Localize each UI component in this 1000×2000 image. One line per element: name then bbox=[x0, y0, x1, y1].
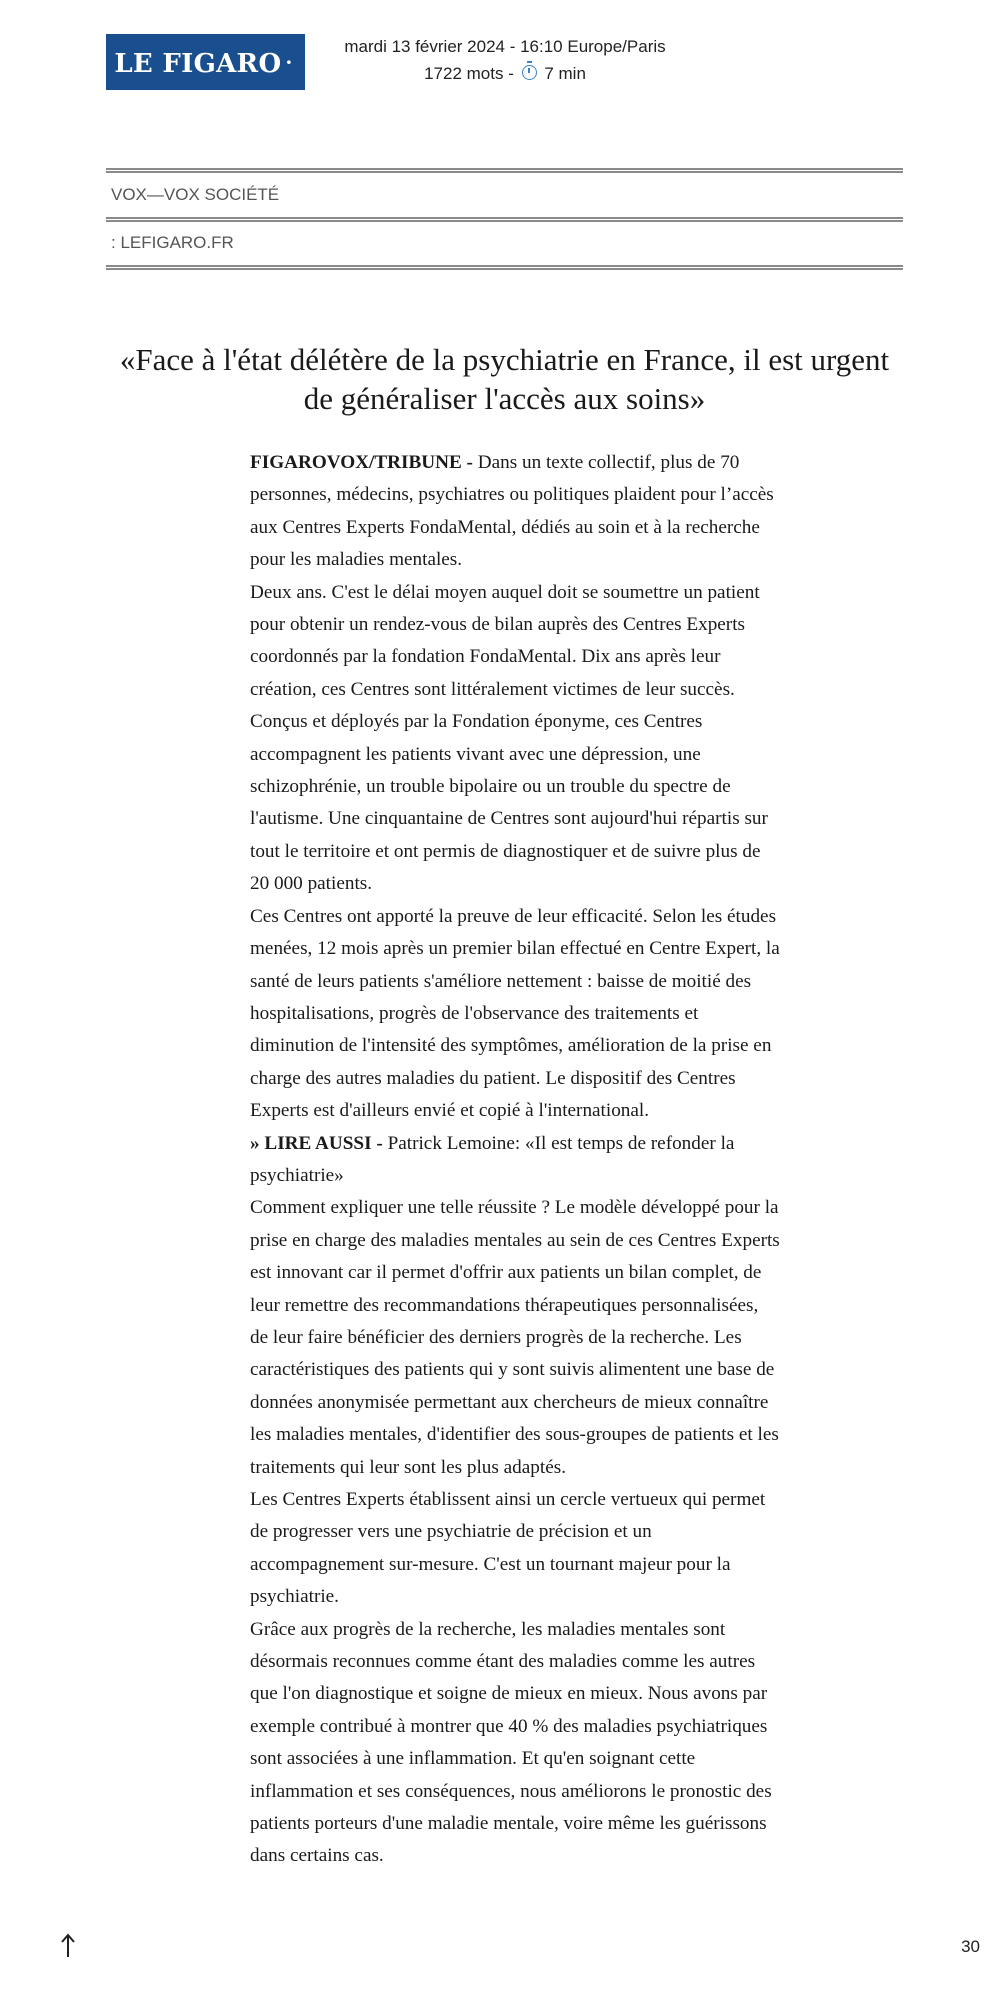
article-paragraph-3: Comment expliquer une telle réussite ? Le modèle développé pour la prise en charge des maladies mentales au sein de ces Centres Experts est innovant car il permet d'offrir aux patients un bilan complet, de leur remettre des recommandations thérapeutiques personnalisées, de leur faire bénéficier des derniers progrès de la recherche. Les caractéristiques des patients qui y sont suivis alimentent une base de données anonymisée permettant aux chercheurs de mieux connaître les maladies mentales, d'identifier des sous-groupes de patients et les traitements qui leur sont les plus adaptés. bbox=[250, 1197, 780, 1478]
article-body bbox=[250, 447, 780, 1873]
lead-text: Dans un texte collectif, plus de 70 personnes, médecins, psychiatres ou politiques plaident pour l’accès aux Centres Experts FondaMental, dédiés au soin et à la recherche pour les maladies mentales. bbox=[250, 452, 774, 571]
rubrique-label: VOX—VOX SOCIÉTÉ bbox=[111, 185, 280, 204]
article-paragraph-4: Les Centres Experts établissent ainsi un cercle vertueux qui permet de progresser vers une psychiatrie de précision et un accompagnement sur-mesure. C'est un tournant majeur pour la psychiatrie. bbox=[250, 1489, 766, 1608]
logo-suffix: fr bbox=[195, 106, 216, 134]
divider-top bbox=[106, 168, 903, 173]
read-also-label: » LIRE AUSSI - bbox=[250, 1132, 383, 1154]
article-headline: «Face à l'état délétère de la psychiatrie en France, il est urgent de généraliser l'accès aux soins» bbox=[119, 342, 890, 416]
read-also-text: Patrick Lemoine: «Il est temps de refonder la psychiatrie» bbox=[250, 1132, 735, 1186]
clock-icon bbox=[522, 65, 537, 80]
divider-bottom bbox=[106, 265, 903, 270]
logo-dot: · bbox=[285, 50, 293, 74]
article-lead bbox=[250, 447, 780, 577]
reading-info bbox=[320, 60, 690, 87]
article-paragraph-1: Deux ans. C'est le délai moyen auquel doit se soumettre un patient pour obtenir un rendez-vous de bilan auprès des Centres Experts coordonnés par la fondation FondaMental. Dix ans après leur création, ces Centres sont littéralement victimes de leur succès. Conçus et déployés par la Fondation éponyme, ces Centres accompagnent les patients vivant avec une dépression, une schizophrénie, un trouble bipolaire ou un trouble du spectre de l'autisme. Une cinquantaine de Centres sont aujourd'hui répartis sur tout le territoire et ont permis de diagnostiquer et de suivre plus de 20 000 patients. bbox=[250, 581, 768, 895]
read-time: 7 min bbox=[544, 64, 586, 83]
page-number: 30 bbox=[961, 1937, 980, 1956]
article-paragraph-2: Ces Centres ont apporté la preuve de leur efficacité. Selon les études menées, 12 mois après un premier bilan effectué en Centre Expert, la santé de leurs patients s'améliore nettement : baisse de moitié des hospitalisations, progrès de l'observance des traitements et diminution de l'intensité des symptômes, amélioration de la prise en charge des autres maladies du patient. Le dispositif des Centres Experts est d'ailleurs envié et copié à l'international. bbox=[250, 905, 780, 1122]
logo-text: LE FIGARO bbox=[114, 49, 282, 79]
le-figaro-logo[interactable] bbox=[106, 34, 305, 134]
source-label: : LEFIGARO.FR bbox=[111, 233, 234, 252]
article-paragraph-5: Grâce aux progrès de la recherche, les maladies mentales sont désormais reconnues comme étant des maladies comme les autres que l'on diagnostique et soigne de mieux en mieux. Nous avons par exemple contribué à montrer que 40 % des maladies psychiatriques sont associées à une inflammation. Et qu'en soignant cette inflammation et ses conséquences, nous améliorons le pronostic des patients porteurs d'une maladie mentale, voire même les guérissons dans certains cas. bbox=[250, 1618, 772, 1867]
divider-middle bbox=[106, 217, 903, 222]
word-count: 1722 mots - bbox=[424, 64, 514, 83]
article-meta bbox=[320, 33, 690, 87]
up-arrow-icon[interactable] bbox=[58, 1932, 78, 1958]
publication-date: mardi 13 février 2024 - 16:10 Europe/Paris bbox=[344, 37, 666, 56]
lead-label: FIGAROVOX/TRIBUNE - bbox=[250, 452, 473, 473]
read-also-link[interactable] bbox=[250, 1128, 780, 1193]
